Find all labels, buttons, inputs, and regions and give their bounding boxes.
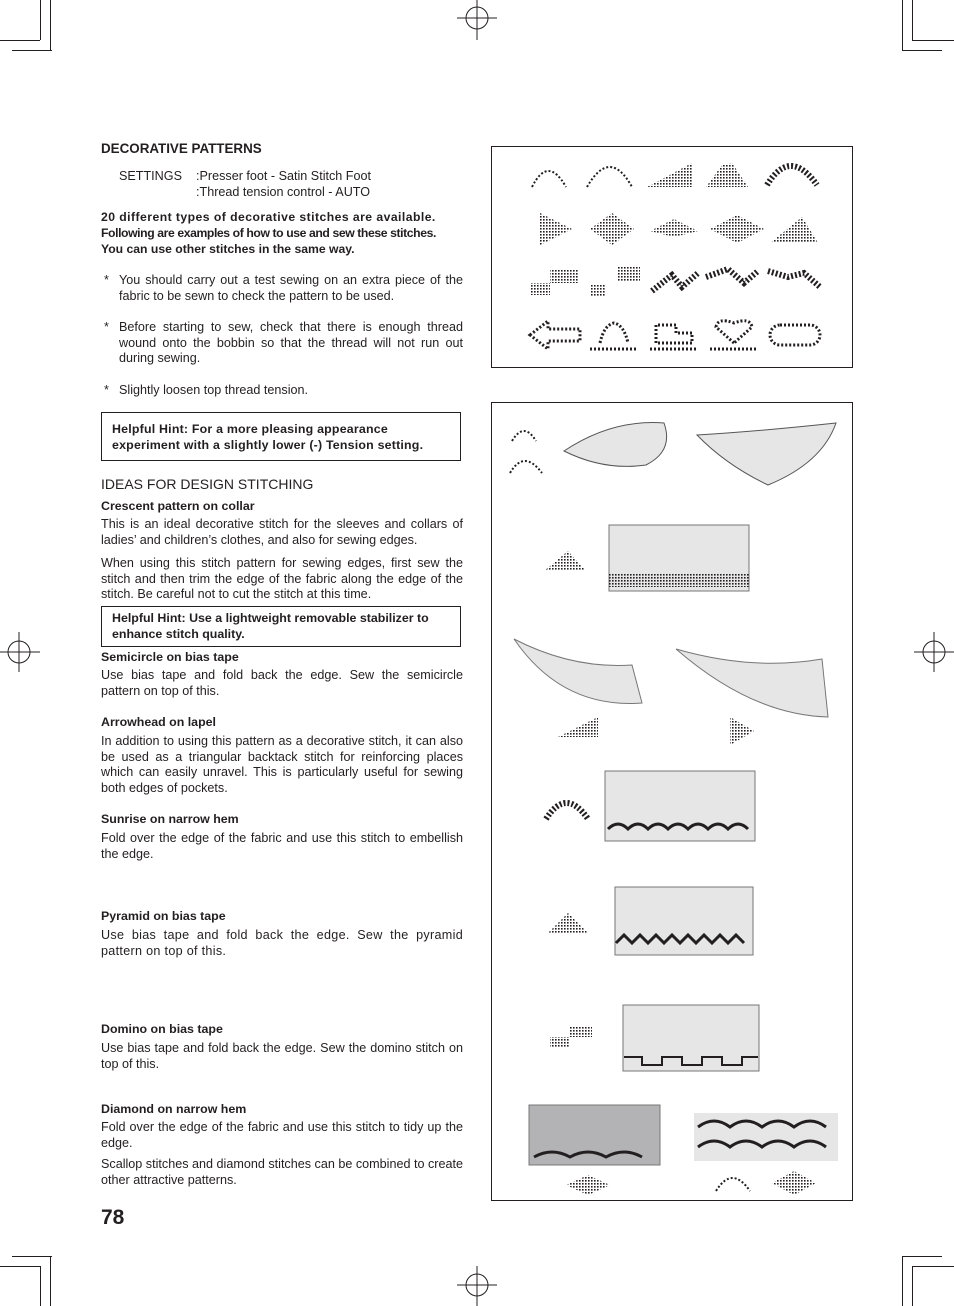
bullet-star: * xyxy=(104,320,109,334)
subheading-semicircle: Semicircle on bias tape xyxy=(101,650,239,664)
crop-mark xyxy=(40,0,41,40)
crop-mark xyxy=(902,50,942,51)
paragraph-pyramid: Use bias tape and fold back the edge. Sew the pyramid pattern on top of this. xyxy=(101,928,463,958)
crop-mark xyxy=(40,1266,41,1306)
subheading-crescent: Crescent pattern on collar xyxy=(101,499,255,513)
paragraph-diamond-1: Fold over the edge of the fabric and use this stitch to tidy up the edge. xyxy=(101,1120,463,1150)
subheading-domino: Domino on bias tape xyxy=(101,1022,223,1036)
intro-line-3: You can use other stitches in the same way. xyxy=(101,241,355,256)
paragraph-domino: Use bias tape and fold back the edge. Sew the domino stitch on top of this. xyxy=(101,1041,463,1071)
paragraph-crescent-1: This is an ideal decorative stitch for the sleeves and collars of ladies’ and children’s clothes, and also for sewing edges. xyxy=(101,517,463,547)
crop-mark xyxy=(912,0,913,40)
subheading-arrowhead: Arrowhead on lapel xyxy=(101,715,216,729)
design-examples-illustration xyxy=(492,403,852,1200)
paragraph-arrowhead: In addition to using this pattern as a decorative stitch, it can also be used as a triangular backtack stitch for reinforcing places which can easily unravel. This is particularly useful for sewing both edges of pockets. xyxy=(101,734,463,795)
settings-line-1: :Presser foot - Satin Stitch Foot xyxy=(196,169,371,183)
crop-mark xyxy=(912,1266,954,1267)
crop-mark xyxy=(0,40,40,41)
subheading-pyramid: Pyramid on bias tape xyxy=(101,909,226,923)
ideas-heading: IDEAS FOR DESIGN STITCHING xyxy=(101,476,314,492)
page-number: 78 xyxy=(101,1206,125,1229)
bullet-star: * xyxy=(104,383,109,397)
intro-line-2: Following are examples of how to use and sew these stitches. xyxy=(101,225,436,240)
crop-mark xyxy=(12,50,52,51)
bullet-text: Slightly loosen top thread tension. xyxy=(119,383,309,397)
settings-label: SETTINGS xyxy=(119,169,182,183)
crop-mark xyxy=(902,1256,903,1306)
helpful-hint-box: Helpful Hint: For a more pleasing appearance experiment with a slightly lower (-) Tension setting. xyxy=(101,412,461,461)
bullet-item xyxy=(101,320,463,367)
intro-paragraph xyxy=(101,210,463,257)
bullet-item xyxy=(101,273,463,304)
crop-mark xyxy=(50,0,51,51)
registration-mark-right xyxy=(914,632,954,672)
crop-mark xyxy=(912,1266,913,1306)
crop-mark xyxy=(50,1256,51,1306)
settings-block xyxy=(119,169,371,200)
stitch-pattern-chart xyxy=(491,146,853,368)
registration-mark-left xyxy=(0,632,40,672)
paragraph-semicircle: Use bias tape and fold back the edge. Sew the semicircle pattern on top of this. xyxy=(101,668,463,698)
crop-mark xyxy=(12,1256,52,1257)
helpful-hint-box: Helpful Hint: Use a lightweight removable stabilizer to enhance stitch quality. xyxy=(101,606,461,647)
crop-mark xyxy=(902,0,903,51)
settings-line-2: :Thread tension control - AUTO xyxy=(196,184,371,199)
paragraph-sunrise: Fold over the edge of the fabric and use this stitch to embellish the edge. xyxy=(101,831,463,861)
crop-mark xyxy=(912,40,954,41)
intro-line-1: 20 different types of decorative stitches are available. xyxy=(101,210,436,224)
paragraph-diamond-2: Scallop stitches and diamond stitches can be combined to create other attractive patterns. xyxy=(101,1157,463,1187)
design-examples-panel xyxy=(491,402,853,1201)
subheading-diamond: Diamond on narrow hem xyxy=(101,1102,247,1116)
section-heading: DECORATIVE PATTERNS xyxy=(101,141,262,156)
paragraph-crescent-2: When using this stitch pattern for sewing edges, first sew the stitch and then trim the edge of the fabric along the edge of the stitch. Be careful not to cut the stitch at this time. xyxy=(101,556,463,602)
registration-mark-bottom xyxy=(457,1266,497,1306)
bullet-item xyxy=(101,383,463,399)
subheading-sunrise: Sunrise on narrow hem xyxy=(101,812,239,826)
stitch-patterns-illustration xyxy=(492,147,852,367)
bullet-text: You should carry out a test sewing on an extra piece of the fabric to be sewn to check the pattern to be used. xyxy=(119,273,463,303)
bullet-text: Before starting to sew, check that there is enough thread wound onto the bobbin so that the thread will not run out during sewing. xyxy=(119,320,463,366)
crop-mark xyxy=(902,1256,942,1257)
registration-mark-top xyxy=(457,0,497,40)
bullet-star: * xyxy=(104,273,109,287)
crop-mark xyxy=(0,1266,40,1267)
